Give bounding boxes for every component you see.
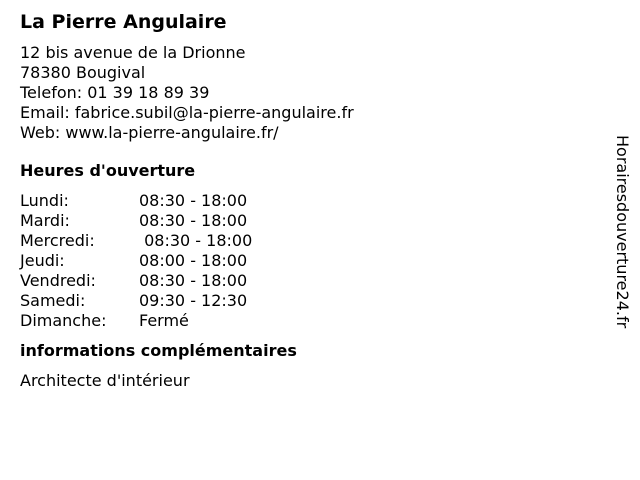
address-line-street: 12 bis avenue de la Drionne [20, 43, 246, 62]
hours-time: 08:30 - 18:00 [139, 271, 248, 290]
hours-day: Dimanche: [20, 311, 107, 330]
contact-block [20, 43, 600, 143]
hours-row-wednesday [20, 231, 600, 251]
hours-row-thursday [20, 251, 600, 271]
hours-time: 08:30 - 18:00 [139, 211, 248, 230]
hours-day: Mercredi: [20, 231, 95, 250]
hours-day: Mardi: [20, 211, 70, 230]
hours-time: 09:30 - 12:30 [139, 291, 248, 310]
hours-time: 08:30 - 18:00 [139, 231, 253, 250]
hours-row-tuesday [20, 211, 600, 231]
business-name: La Pierre Angulaire [20, 11, 227, 33]
additional-info-text: Architecte d'intérieur [20, 371, 190, 390]
address-line-city: 78380 Bougival [20, 63, 146, 82]
opening-hours-table [20, 191, 600, 331]
side-brand-watermark: Horairesdouverture24.fr [613, 135, 632, 329]
email-line: Email: fabrice.subil@la-pierre-angulaire.fr [20, 103, 354, 122]
additional-info-heading: informations complémentaires [20, 341, 297, 360]
hours-row-saturday [20, 291, 600, 311]
business-card [20, 10, 600, 391]
phone-line: Telefon: 01 39 18 89 39 [20, 83, 210, 102]
hours-row-sunday [20, 311, 600, 331]
hours-time: 08:30 - 18:00 [139, 191, 248, 210]
hours-time: 08:00 - 18:00 [139, 251, 248, 270]
hours-time: Fermé [139, 311, 189, 330]
hours-row-friday [20, 271, 600, 291]
hours-day: Vendredi: [20, 271, 96, 290]
website-line: Web: www.la-pierre-angulaire.fr/ [20, 123, 279, 142]
hours-day: Lundi: [20, 191, 69, 210]
opening-hours-heading: Heures d'ouverture [20, 161, 196, 180]
hours-day: Jeudi: [20, 251, 65, 270]
hours-row-monday [20, 191, 600, 211]
hours-day: Samedi: [20, 291, 86, 310]
